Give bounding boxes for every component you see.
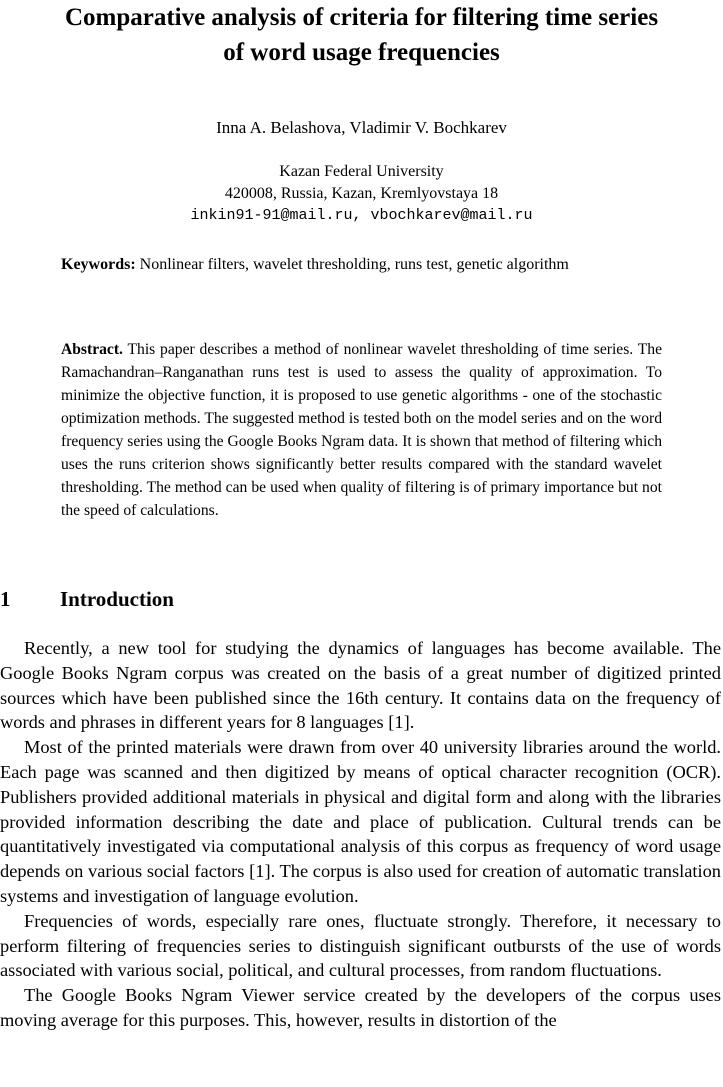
title-line-2: of word usage frequencies [223, 39, 500, 66]
author-emails: inkin91-91@mail.ru, vbochkarev@mail.ru [190, 207, 533, 224]
keywords [61, 254, 663, 276]
paragraph: The Google Books Ngram Viewer service created by the developers of the corpus uses moving average for this purposes. This, however, results in distortion of the [0, 985, 721, 1030]
abstract [61, 338, 662, 522]
abstract-label: Abstract. [61, 341, 123, 358]
authors: Inna A. Belashova, Vladimir V. Bochkarev [216, 118, 507, 137]
keywords-label: Keywords: [61, 256, 136, 273]
section-heading [0, 585, 723, 613]
abstract-text: This paper describes a method of nonlinear wavelet thresholding of time series. The Ramachandran–Ranganathan runs test is used to assess the quality of approximation. To minimize the objective function, it is proposed to use genetic algorithms - one of the stochastic optimization methods. The suggested method is tested both on the model series and on the word frequency series using the Google Books Ngram data. It is shown that method of filtering which uses the runs criterion shows significantly better results compared with the standard wavelet thresholding. The method can be used when quality of filtering is of primary importance but not the speed of calculations. [61, 341, 662, 519]
institution: Kazan Federal University [279, 163, 444, 180]
title-line-1: Comparative analysis of criteria for filtering time series [64, 4, 659, 31]
section-number: 1 [0, 587, 11, 611]
section-title: Introduction [60, 587, 174, 611]
body-text [0, 636, 721, 1033]
paper-title [0, 0, 723, 70]
affiliation-block [0, 161, 723, 227]
paragraph: Most of the printed materials were drawn from over 40 university libraries around the world. Each page was scanned and then digitized by means of optical character recognition (OCR). Publishers provided additional materials in physical and digital form and along with the libraries provided information describing the date and place of publication. Cultural trends can be quantitatively investigated via computational analysis of this corpus as frequency of word usage depends on various social factors [1]. The corpus is also used for creation of automatic translation systems and investigation of language evolution. [0, 737, 721, 906]
paragraph: Frequencies of words, especially rare ones, fluctuate strongly. Therefore, it necessary to perform filtering of frequencies series to distinguish significant outbursts of the use of words associated with various social, political, and cultural processes, from random fluctuations. [0, 910, 721, 981]
address: 420008, Russia, Kazan, Kremlyovstaya 18 [224, 185, 499, 202]
paragraph: Recently, a new tool for studying the dynamics of languages has become available. The Google Books Ngram corpus was created on the basis of a great number of digitized printed sources which have been published since the 16th century. It contains data on the frequency of words and phrases in different years for 8 languages [1]. [0, 638, 721, 733]
keywords-text: Nonlinear filters, wavelet thresholding, runs test, genetic algorithm [135, 256, 569, 273]
